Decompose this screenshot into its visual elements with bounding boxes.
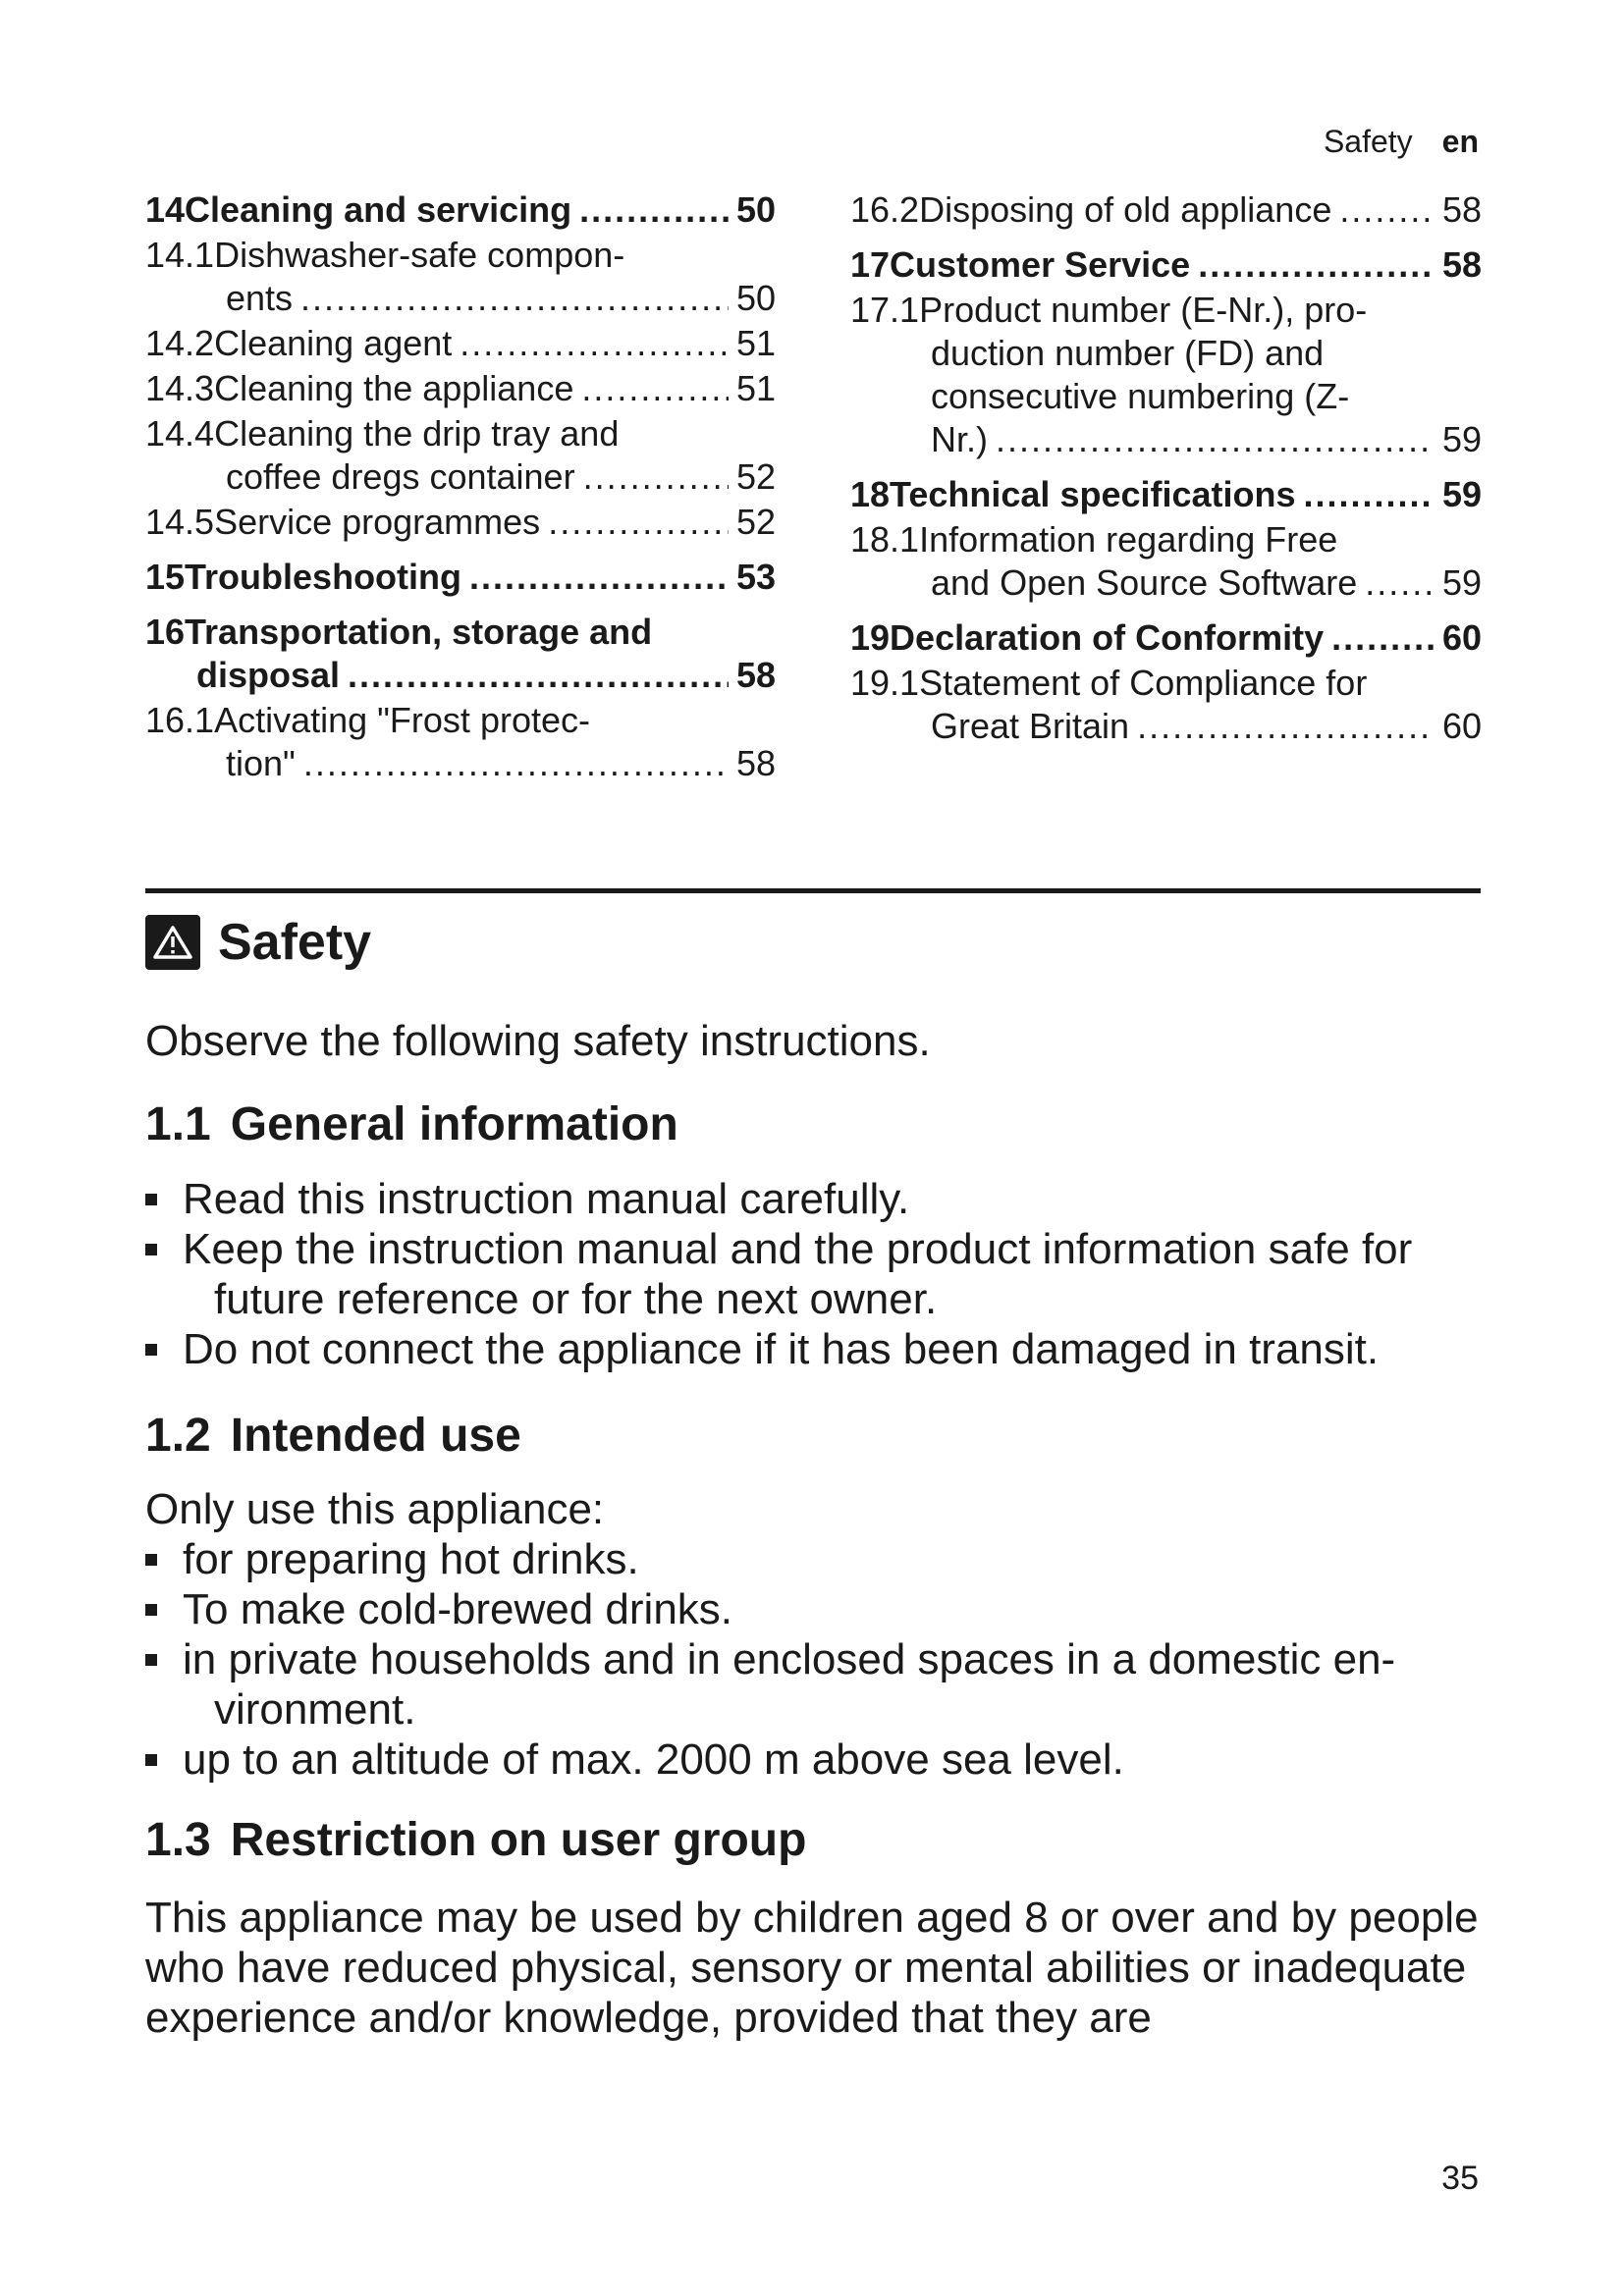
toc-number: 14.2: [145, 323, 215, 363]
toc-leader-dots: [1198, 243, 1435, 287]
toc-label: Cleaning and servicing: [185, 189, 572, 230]
toc-sub-entry: [850, 289, 1482, 461]
toc-line: [850, 289, 1482, 332]
toc-label: Cleaning agent: [214, 323, 453, 363]
toc-page: 58: [1441, 189, 1482, 230]
toc-label: Customer Service: [890, 244, 1191, 285]
subheading-number: 1.3: [145, 1814, 211, 1866]
toc-label-continued: tion": [226, 743, 296, 783]
toc-label: Technical specifications: [890, 474, 1296, 514]
toc-leader-dots: [469, 556, 729, 599]
subheading-title: Restriction on user group: [230, 1814, 807, 1866]
toc-right-column: [850, 188, 1482, 750]
toc-number: 14.3: [145, 368, 215, 408]
page-number: 35: [1441, 2160, 1479, 2197]
toc-sub-entry: [850, 662, 1482, 748]
toc-line: [145, 611, 776, 654]
subheading-restriction-on-user-group: [145, 1813, 806, 1867]
toc-page: 58: [735, 743, 776, 783]
toc-line: [850, 473, 1482, 516]
list-item: Keep the instruction manual and the product information safe for future reference or for the next owner.: [145, 1224, 1500, 1324]
toc-line: [145, 188, 776, 232]
toc-leader-dots: [348, 654, 729, 697]
toc-line: [850, 518, 1482, 561]
toc-leader-dots: [996, 418, 1435, 461]
toc-line: [145, 277, 776, 320]
toc-page: 51: [735, 323, 776, 363]
toc-number: 17: [850, 244, 891, 285]
toc-number: 16: [145, 612, 186, 652]
subheading-title: General information: [230, 1098, 678, 1150]
section-intro: Observe the following safety instructions.: [145, 1017, 931, 1065]
header-section: Safety: [1323, 124, 1413, 159]
toc-line: [850, 418, 1482, 461]
toc-label: Product number (E-Nr.), pro-: [919, 290, 1368, 330]
toc-page: 52: [735, 502, 776, 542]
subheading-general-information: [145, 1097, 678, 1151]
toc-label-continued: and Open Source Software: [931, 562, 1358, 603]
toc-label-continued: Great Britain: [931, 706, 1130, 746]
toc-line: [850, 616, 1482, 660]
toc-page: 60: [1441, 706, 1482, 746]
toc-chapter-entry: [850, 243, 1482, 287]
subheading-title: Intended use: [230, 1410, 521, 1462]
warning-triangle-icon: [145, 915, 200, 970]
toc-number: 14: [145, 189, 186, 230]
toc-label: Troubleshooting: [185, 557, 462, 597]
toc-label: Statement of Compliance for: [919, 663, 1368, 703]
toc-label-continued: coffee dregs container: [226, 456, 575, 497]
toc-leader-dots: [581, 367, 729, 410]
toc-number: 16.2: [850, 189, 920, 230]
toc-sub-entry: [850, 188, 1482, 232]
toc-page: 50: [735, 278, 776, 318]
toc-sub-entry: [145, 699, 776, 785]
toc-number: 16.1: [145, 700, 215, 740]
toc-leader-dots: [300, 277, 729, 320]
section-heading: [145, 913, 371, 972]
toc-line: [145, 742, 776, 785]
toc-line: [145, 556, 776, 599]
toc-number: 14.5: [145, 502, 215, 542]
toc-label: Activating "Frost protec-: [214, 700, 590, 740]
toc-line: [145, 412, 776, 455]
toc-label-continued: Nr.): [931, 419, 988, 459]
toc-leader-dots: [303, 742, 729, 785]
toc-line: [145, 455, 776, 499]
toc-leader-dots: [583, 455, 729, 499]
toc-sub-entry: [145, 412, 776, 499]
toc-label-continued: consecutive numbering (Z-: [931, 376, 1350, 416]
toc-page: 59: [1441, 562, 1482, 603]
toc-number: 18.1: [850, 519, 920, 560]
restriction-paragraph: This appliance may be used by children aged 8 or over and by people who have reduced physical, sensory or mental abilities or inadequate experience and/or knowledge, provided that they are: [145, 1894, 1479, 2042]
subheading-number: 1.1: [145, 1098, 211, 1150]
toc-line: [145, 367, 776, 410]
list-item: To make cold-brewed drinks.: [145, 1584, 1500, 1634]
subheading-number: 1.2: [145, 1410, 211, 1462]
toc-leader-dots: [579, 188, 729, 232]
list-item: Do not connect the appliance if it has been damaged in transit.: [145, 1324, 1500, 1374]
list-item: in private households and in enclosed spaces in a domestic en-vironment.: [145, 1634, 1500, 1735]
toc-line: [850, 243, 1482, 287]
toc-line: [850, 561, 1482, 605]
intended-use-lead: Only use this appliance:: [145, 1485, 605, 1533]
toc-sub-entry: [145, 322, 776, 365]
header-language: en: [1441, 124, 1479, 159]
section-divider: [145, 888, 1481, 893]
toc-left-column: [145, 188, 776, 787]
general-information-list: [145, 1174, 1500, 1374]
toc-line: [145, 322, 776, 365]
toc-label: Disposing of old appliance: [919, 189, 1332, 230]
toc-number: 19: [850, 617, 891, 658]
toc-leader-dots: [548, 501, 729, 544]
toc-line: [145, 501, 776, 544]
toc-leader-dots: [1365, 561, 1435, 605]
toc-line: [850, 188, 1482, 232]
toc-label-continued: duction number (FD) and: [931, 333, 1325, 373]
toc-label: Declaration of Conformity: [890, 617, 1325, 658]
toc-number: 18: [850, 474, 891, 514]
toc-line: [850, 705, 1482, 748]
toc-page: 52: [735, 456, 776, 497]
list-item: Read this instruction manual carefully.: [145, 1174, 1500, 1224]
intended-use-list: [145, 1534, 1500, 1785]
toc-chapter-entry: [145, 611, 776, 697]
toc-line: [145, 234, 776, 277]
toc-leader-dots: [1137, 705, 1435, 748]
toc-label: Service programmes: [214, 502, 541, 542]
toc-leader-dots: [460, 322, 729, 365]
toc-page: 50: [735, 189, 776, 230]
section-title: Safety: [218, 914, 372, 971]
toc-sub-entry: [145, 234, 776, 320]
toc-label-continued: ents: [226, 278, 294, 318]
toc-sub-entry: [850, 518, 1482, 605]
running-header: [1324, 124, 1479, 160]
toc-page: 58: [735, 655, 776, 695]
list-item: up to an altitude of max. 2000 m above sea level.: [145, 1735, 1500, 1785]
toc-sub-entry: [145, 367, 776, 410]
toc-page: 58: [1441, 244, 1482, 285]
toc-chapter-entry: [850, 473, 1482, 516]
toc-label: Information regarding Free: [919, 519, 1338, 560]
list-item: for preparing hot drinks.: [145, 1534, 1500, 1584]
toc-page: 59: [1441, 419, 1482, 459]
toc-number: 14.4: [145, 413, 215, 454]
toc-page: 51: [735, 368, 776, 408]
toc-number: 15: [145, 557, 186, 597]
toc-number: 19.1: [850, 663, 920, 703]
toc-page: 60: [1441, 617, 1482, 658]
toc-label: Cleaning the appliance: [214, 368, 574, 408]
toc-chapter-entry: [145, 556, 776, 599]
toc-number: 14.1: [145, 235, 215, 275]
toc-leader-dots: [1339, 188, 1435, 232]
toc-leader-dots: [1331, 616, 1435, 660]
toc-page: 53: [735, 557, 776, 597]
toc-line: [145, 699, 776, 742]
toc-chapter-entry: [145, 188, 776, 232]
toc-label-continued: disposal: [196, 655, 341, 695]
toc-chapter-entry: [850, 616, 1482, 660]
toc-leader-dots: [1304, 473, 1435, 516]
toc-line: [850, 662, 1482, 705]
toc-line: [145, 654, 776, 697]
toc-number: 17.1: [850, 290, 920, 330]
toc-sub-entry: [145, 501, 776, 544]
toc-label: Dishwasher-safe compon-: [214, 235, 625, 275]
toc-page: 59: [1441, 474, 1482, 514]
toc-label: Cleaning the drip tray and: [214, 413, 620, 454]
subheading-intended-use: [145, 1409, 521, 1463]
toc-label: Transportation, storage and: [185, 612, 653, 652]
